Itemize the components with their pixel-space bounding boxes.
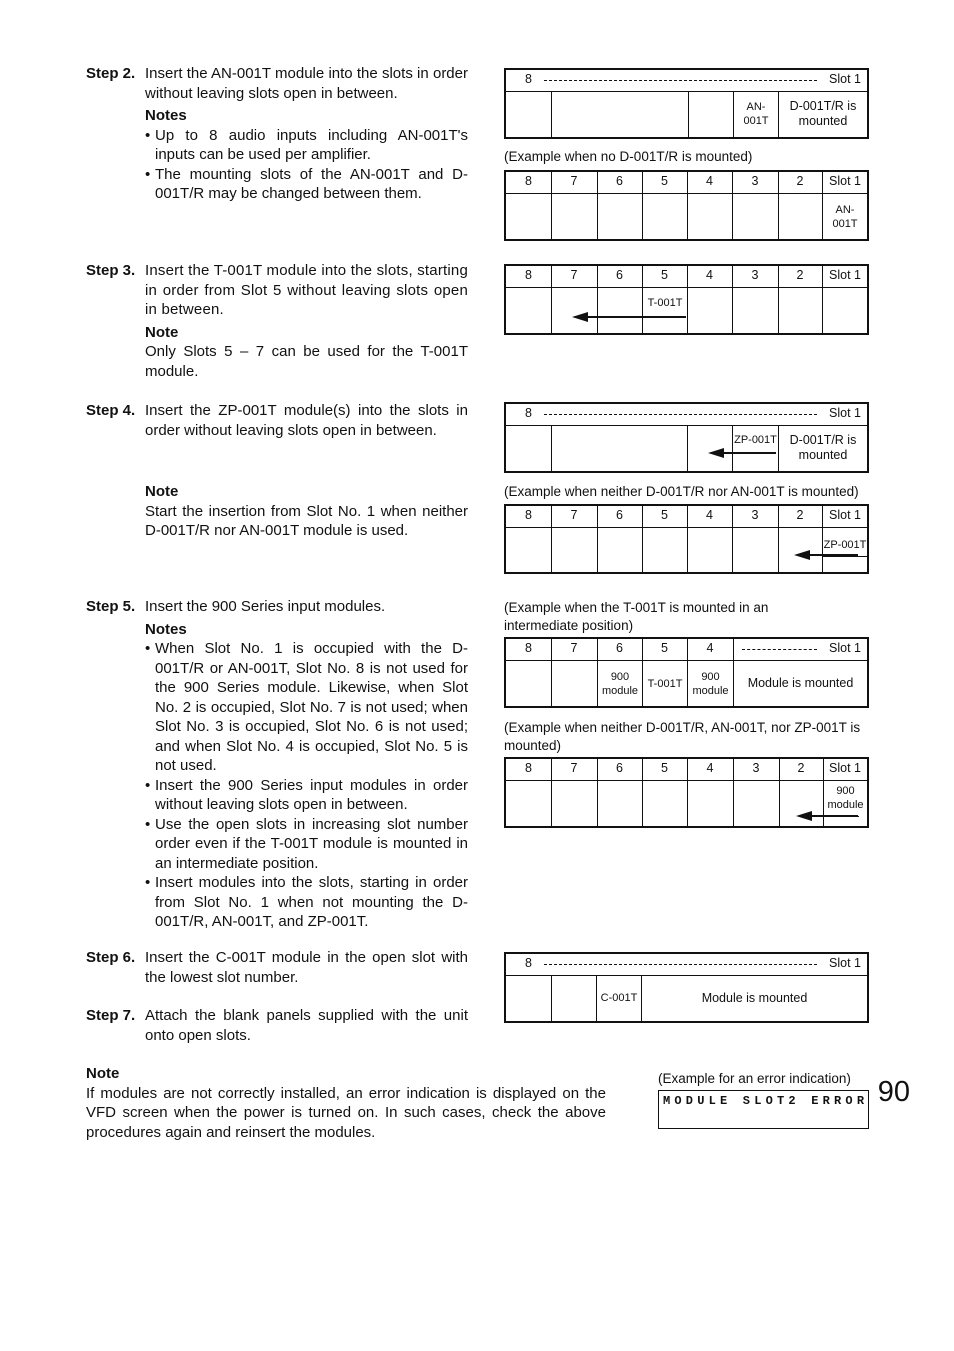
d-001tr-module: D-001T/R is mounted: [789, 99, 857, 128]
insertion-direction-arrow: [576, 316, 686, 318]
slot-1-label: Slot 1: [829, 174, 861, 188]
slot-7-number: 7: [570, 508, 578, 522]
d-001tr-module: D-001T/R is mounted: [789, 433, 857, 462]
slot-7-number: 7: [570, 268, 578, 282]
slot-5-number: 5: [661, 761, 668, 775]
slot-4-number: 4: [706, 174, 713, 188]
slot-8-number: 8: [525, 406, 532, 420]
slot-1-label: Slot 1: [829, 956, 861, 970]
step-3: [86, 261, 468, 381]
slot-4-number: 4: [706, 268, 713, 282]
900-module-slot-6: 900 module: [601, 670, 639, 697]
slot-8-number: 8: [525, 508, 532, 522]
step-5-note-4: • Insert modules into the slots, starting in order from Slot No. 1 when not mounting the D-001T/R, AN-001T, and ZP-001T.: [145, 873, 468, 932]
slot-range-dashes: [544, 80, 817, 81]
slot-2-number: 2: [796, 268, 804, 282]
insertion-direction-arrow: [800, 815, 858, 817]
step-4-label: Step 4.: [86, 402, 136, 419]
step-5-label: Step 5.: [86, 598, 136, 615]
step-4-text: Insert the ZP-001T module(s) into the slots in order without leaving slots open in between.: [145, 402, 468, 439]
slot-3-number: 3: [752, 761, 760, 775]
module-mounted-area: Module is mounted: [701, 990, 808, 1005]
slot-3-number: 3: [751, 508, 759, 522]
step-6-label: Step 6.: [86, 949, 136, 966]
step-4-note-title: Note: [145, 483, 179, 500]
slot-7-number: 7: [570, 174, 578, 188]
step-6-text: Insert the C-001T module in the open slot with the lowest slot number.: [145, 949, 468, 986]
step-2-label: Step 2.: [86, 65, 136, 82]
slot-2-number: 2: [796, 508, 804, 522]
diagram-2-caption: (Example when no D-001T/R is mounted): [504, 149, 753, 164]
slot-5-number: 5: [661, 268, 668, 282]
slot-diagram-5: [504, 504, 869, 574]
page-number: 90: [877, 1076, 910, 1108]
step-5-note-1: • When Slot No. 1 is occupied with the D-001T/R or AN-001T, Slot No. 8 is not used for the 900 Series module. Likewise, when Slot No. 2 is occupied, Slot No. 7 is not used; when Slot No. 3 is occupied, Slot No. 6 is not used; and when Slot No. 4 is occupied, Slot No. 5 is not used.: [145, 639, 468, 776]
slot-4-number: 4: [706, 508, 713, 522]
step-3-text: Insert the T-001T module into the slots, starting in order from Slot 5 without leaving slots open in between.: [145, 262, 468, 318]
step-2: [86, 64, 468, 204]
insertion-direction-arrow: [712, 452, 776, 454]
slot-6-number: 6: [616, 508, 623, 522]
slot-7-number: 7: [570, 761, 578, 775]
an-001t-module: AN-001T: [743, 101, 769, 127]
error-caption: (Example for an error indication): [658, 1071, 851, 1086]
slot-5-number: 5: [661, 508, 668, 522]
slot-1-label: Slot 1: [829, 508, 861, 522]
final-note-title: Note: [86, 1065, 120, 1082]
slot-3-number: 3: [751, 174, 759, 188]
step-3-note-title: Note: [145, 323, 179, 341]
diagram-6-caption: (Example when the T-001T is mounted in an intermediate position): [504, 600, 769, 633]
slot-6-number: 6: [616, 174, 623, 188]
900-module: 900 module: [827, 785, 864, 811]
t-001t-module: T-001T: [647, 677, 683, 690]
slot-diagram-6: [504, 637, 869, 708]
slot-7-number: 7: [570, 641, 578, 655]
step-2-note-2: • The mounting slots of the AN-001T and D-001T/R may be changed between them.: [145, 165, 468, 204]
step-3-label: Step 3.: [86, 262, 136, 279]
step-6: [86, 948, 468, 987]
slot-6-number: 6: [616, 641, 623, 655]
slot-8-number: 8: [525, 268, 532, 282]
slot-8-number: 8: [525, 72, 532, 86]
vfd-error-display: [658, 1090, 869, 1129]
module-underline: [823, 556, 867, 557]
insertion-direction-arrow: [798, 554, 858, 556]
step-3-note: Only Slots 5 – 7 can be used for the T-001T module.: [145, 343, 468, 380]
slot-diagram-1: [504, 68, 869, 139]
slot-6-number: 6: [616, 268, 623, 282]
an-001t-module: AN-001T: [832, 203, 858, 230]
step-7: [86, 1006, 468, 1045]
slot-5-number: 5: [661, 174, 668, 188]
slot-6-number: 6: [616, 761, 623, 775]
module-mounted-area: Module is mounted: [747, 676, 854, 690]
slot-2-number: 2: [797, 761, 805, 775]
step-5-notes-title: Notes: [145, 620, 187, 638]
slot-4-number: 4: [706, 641, 714, 655]
slot-8-number: 8: [525, 956, 532, 970]
step-2-notes-title: Notes: [145, 107, 187, 124]
final-note-text: If modules are not correctly installed, an error indication is displayed on the VFD screen when the power is turned on. In such cases, check the above procedures again and reinsert the modules.: [86, 1084, 606, 1141]
slot-8-number: 8: [525, 174, 532, 188]
slot-range-dashes: [544, 414, 817, 415]
slot-diagram-4: [504, 402, 869, 473]
c-001t-module: C-001T: [600, 992, 638, 1004]
900-module-slot-4: 900 module: [692, 670, 729, 697]
step-7-label: Step 7.: [86, 1007, 136, 1024]
slot-range-dashes: [544, 964, 817, 965]
slot-diagram-2: [504, 170, 869, 241]
final-note: [86, 1064, 606, 1142]
step-4-note: Start the insertion from Slot No. 1 when neither D-001T/R nor AN-001T module is used.: [145, 502, 468, 539]
step-5-text: Insert the 900 Series input modules.: [145, 598, 386, 615]
slot-1-label: Slot 1: [829, 268, 861, 282]
slot-5-number: 5: [661, 641, 668, 655]
step-2-text: Insert the AN-001T module into the slots in order without leaving slots open in between.: [145, 65, 468, 102]
step-4: [86, 401, 468, 541]
step-5-note-2: • Insert the 900 Series input modules in order without leaving slots open in between.: [145, 776, 468, 815]
slot-2-number: 2: [796, 174, 804, 188]
slot-8-number: 8: [525, 761, 532, 775]
t-001t-module: T-001T: [647, 297, 683, 309]
slot-1-label: Slot 1: [829, 761, 861, 775]
slot-diagram-3: [504, 264, 869, 335]
slot-1-label: Slot 1: [829, 72, 861, 86]
diagram-5-caption: (Example when neither D-001T/R nor AN-001T is mounted): [504, 484, 859, 499]
slot-1-label: Slot 1: [829, 641, 861, 655]
slot-range-dashes: [742, 649, 817, 650]
slot-3-number: 3: [751, 268, 759, 282]
step-7-text: Attach the blank panels supplied with the unit onto open slots.: [145, 1007, 468, 1044]
slot-4-number: 4: [706, 761, 714, 775]
diagram-7-caption: (Example when neither D-001T/R, AN-001T, nor ZP-001T is mounted): [504, 720, 861, 753]
zp-001t-module: ZP-001T: [734, 434, 777, 446]
slot-diagram-8: [504, 952, 869, 1023]
slot-1-label: Slot 1: [829, 406, 861, 420]
step-5: [86, 597, 468, 932]
slot-8-number: 8: [525, 641, 532, 655]
step-2-note-1: • Up to 8 audio inputs including AN-001T's inputs can be used per amplifier.: [145, 126, 468, 165]
slot-diagram-7: [504, 757, 869, 828]
step-5-note-3: • Use the open slots in increasing slot number order even if the T-001T module is mounted in an intermediate position.: [145, 815, 468, 874]
zp-001t-module: ZP-001T: [823, 539, 867, 551]
vfd-error-text: MODULE SLOT2 ERROR: [663, 1094, 869, 1108]
